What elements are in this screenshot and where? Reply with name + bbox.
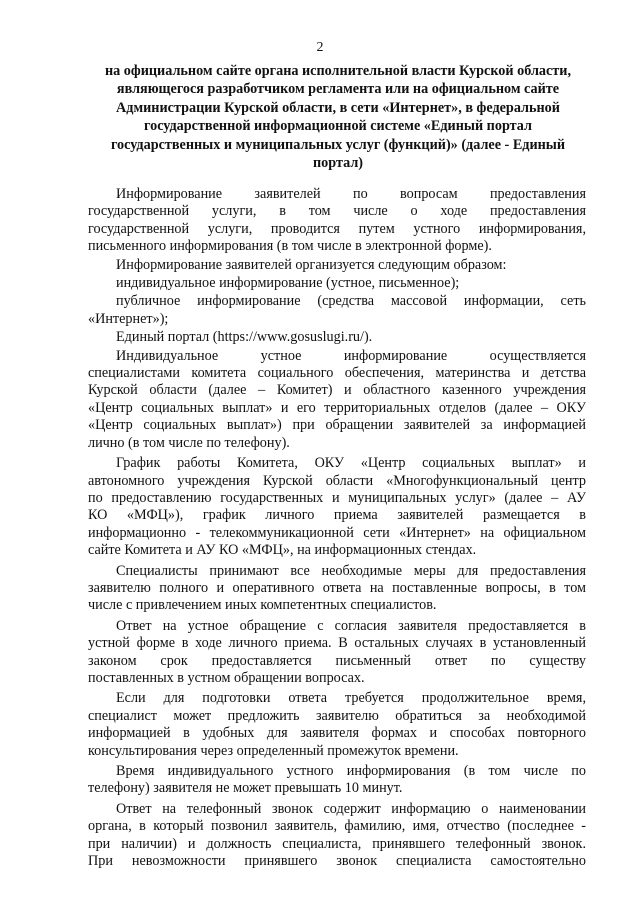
text-line: Ответ на устное обращение с согласия заявителя предоставляется в bbox=[116, 617, 586, 634]
heading-line: Администрации Курской области, в сети «Интернет», в федеральной bbox=[116, 99, 560, 116]
text-line: «Интернет»); bbox=[88, 310, 169, 327]
text-line: поставленных в устном обращении вопросах. bbox=[88, 669, 365, 686]
paragraph bbox=[88, 293, 586, 328]
text-line: информационно - телекоммуникационной сети «Интернет» на официальном bbox=[88, 524, 586, 541]
text-line: законом срок предоставляется письменный ответ по существу bbox=[88, 652, 586, 669]
text-line: письменного информирования (в том числе в электронной форме). bbox=[88, 238, 492, 255]
paragraph bbox=[88, 801, 586, 871]
text-line: индивидуальное информирование (устное, письменное); bbox=[116, 275, 460, 292]
text-line: Информирование заявителей по вопросам предоставления bbox=[116, 186, 586, 202]
text-line: по предоставлению государственных и муниципальных услуг» (далее – АУ bbox=[88, 489, 586, 506]
text-line: автономного учреждения Курской области «Многофункциональный центр bbox=[88, 472, 586, 489]
section-heading bbox=[80, 62, 596, 172]
text-line: консультирования через определенный промежуток времени. bbox=[88, 742, 459, 759]
text-line: публичное информирование (средства массовой информации, сеть bbox=[116, 293, 586, 310]
text-line: Единый портал (https://www.gosuslugi.ru/). bbox=[116, 329, 373, 346]
heading-line: государственной информационной системе «Единый портал bbox=[144, 118, 532, 135]
document-body bbox=[88, 186, 586, 871]
paragraph bbox=[88, 186, 586, 256]
paragraph bbox=[88, 763, 586, 798]
text-line: «Центр социальных выплат» и его территориальных отделов (далее – ОКУ bbox=[88, 399, 586, 416]
text-line: При невозможности принявшего звонок специалиста самостоятельно bbox=[88, 853, 586, 870]
paragraph bbox=[88, 257, 586, 274]
heading-line: являющегося разработчиком регламента или на официальном сайте bbox=[116, 81, 560, 98]
text-line: специалистами комитета социального обеспечения, материнства и детства bbox=[88, 365, 586, 382]
text-line: при наличии) и должность специалиста, принявшего телефонный звонок. bbox=[88, 835, 586, 852]
text-line: органа, в который позвонил заявитель, фамилию, имя, отчество (последнее - bbox=[88, 818, 586, 835]
text-line: государственной услуги, в том числе о ходе предоставления bbox=[88, 203, 586, 220]
paragraph bbox=[88, 690, 586, 760]
text-line: лично (в том числе по телефону). bbox=[88, 434, 290, 451]
heading-line: портал) bbox=[312, 155, 364, 172]
paragraph bbox=[88, 329, 586, 346]
heading-line: государственных и муниципальных услуг (функций)» (далее - Единый bbox=[110, 136, 566, 153]
paragraph bbox=[88, 563, 586, 615]
text-line: Ответ на телефонный звонок содержит информацию о наименовании bbox=[116, 800, 586, 817]
text-line: «Центр социальных выплат») при обращении заявителей за информацией bbox=[88, 417, 586, 434]
paragraph bbox=[88, 618, 586, 688]
text-line: сайте Комитета и АУ КО «МФЦ», на информационных стендах. bbox=[88, 542, 477, 559]
text-line: Информирование заявителей организуется следующим образом: bbox=[116, 256, 507, 273]
paragraph bbox=[88, 275, 586, 292]
text-line: государственной услуги, проводится путем устного информирования, bbox=[88, 220, 586, 237]
text-line: Время индивидуального устного информирования (в том числе по bbox=[116, 763, 586, 779]
paragraph bbox=[88, 455, 586, 559]
text-line: График работы Комитета, ОКУ «Центр социальных выплат» и bbox=[116, 455, 586, 472]
text-line: Курской области (далее – Комитет) и областного казенного учреждения bbox=[88, 382, 586, 399]
page-number: 2 bbox=[316, 40, 324, 55]
text-line: специалист может предложить заявителю обратиться за необходимой bbox=[88, 707, 586, 724]
text-line: КО «МФЦ»), график личного приема заявителей размещается в bbox=[88, 507, 586, 524]
text-line: Если для подготовки ответа требуется продолжительное время, bbox=[116, 690, 586, 707]
text-line: числе с привлечением иных компетентных специалистов. bbox=[88, 597, 437, 614]
text-line: телефону) заявителя не может превышать 10 минут. bbox=[88, 780, 403, 797]
text-line: устной форме в ходе личного приема. В остальных случаях в установленный bbox=[88, 635, 586, 652]
text-line: заявителю полного и оперативного ответа на поставленные вопросы, в том bbox=[88, 579, 586, 596]
heading-line: на официальном сайте органа исполнительной власти Курской области, bbox=[104, 63, 571, 79]
text-line: информацией в удобных для заявителя формах и способах повторного bbox=[88, 725, 586, 742]
text-line: Специалисты принимают все необходимые меры для предоставления bbox=[116, 562, 586, 579]
paragraph bbox=[88, 348, 586, 452]
text-line: Индивидуальное устное информирование осуществляется bbox=[116, 347, 586, 364]
